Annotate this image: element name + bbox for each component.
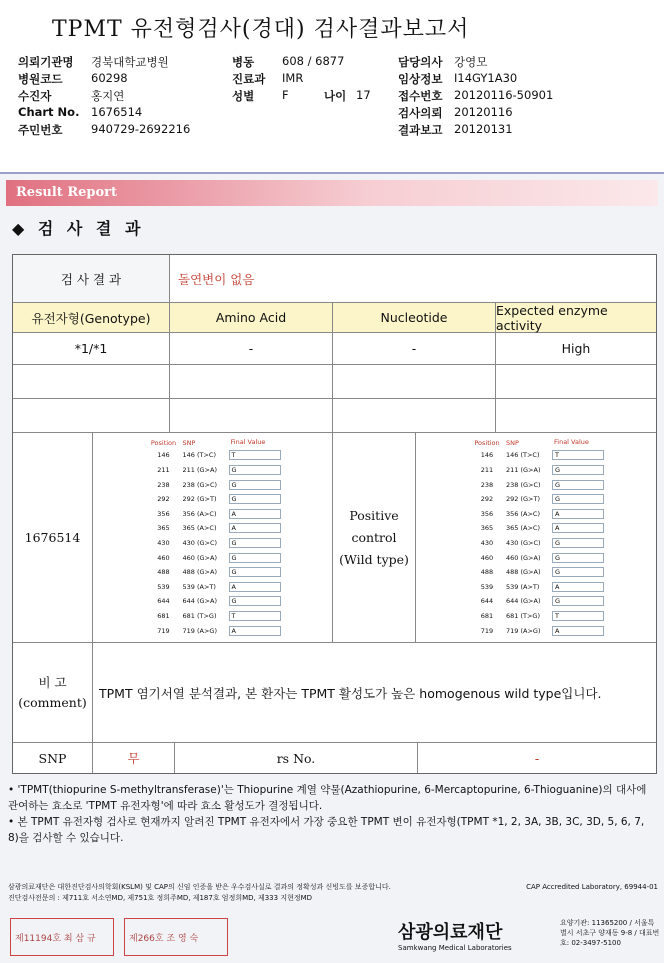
- header-genotype: 유전자형(Genotype): [13, 303, 170, 332]
- request-label: 검사의뢰: [398, 106, 443, 120]
- id-label: 주민번호: [18, 123, 63, 137]
- patient-info: [18, 54, 658, 139]
- header-nucleotide: Nucleotide: [333, 303, 496, 332]
- rs-value: -: [534, 750, 540, 766]
- sample-snp-row: 356 356 (A>C) A: [145, 507, 281, 522]
- hospital-value: 경북대학교병원: [91, 55, 169, 69]
- sample-snp-row: 292 292 (G>T) G: [145, 492, 281, 507]
- clinical-label: 임상정보: [398, 72, 443, 86]
- dept-value: IMR: [282, 71, 304, 85]
- footer-line1: 삼광의료재단은 대한진단검사의학회(KSLM) 및 CAP의 신임 인증을 받은 우수검사실로 결과의 정확성과 신빙도를 보증합니다.: [8, 883, 391, 891]
- report-title: TPMT 유전형검사(경대) 검사결과보고서: [52, 17, 470, 42]
- control-snp-header: Position SNP Final Value: [474, 437, 589, 447]
- sample-snp-row: 460 460 (G>A) G: [145, 550, 281, 565]
- receipt-label: 접수번호: [398, 89, 443, 103]
- footer: [8, 882, 658, 904]
- sample-snp-row: 719 719 (A>G) A: [145, 623, 281, 638]
- contact-info: 요양기관: 11365200 / 서울특별시 서초구 양재동 9-8 / 대표번호: 02-3497-5100: [560, 919, 660, 947]
- control-snp-row: 719 719 (A>G) A: [468, 623, 604, 638]
- sample-snp-row: 146 146 (T>C) T: [145, 448, 281, 463]
- age-value: 17: [356, 88, 371, 102]
- result-table: [12, 254, 657, 774]
- sample-snp-row: 644 644 (G>A) G: [145, 594, 281, 609]
- sample-snp-header: Position SNP Final Value: [150, 437, 266, 447]
- note-2: • 본 TPMT 유전자형 검사로 현재까지 알려진 TPMT 유전자에서 가장 중요한 TPMT 변이 유전자형(TPMT *1, 2, 3A, 3B, 3C, 3D, 5, 6, 7, 8)을 검사할 수 있습니다.: [8, 816, 645, 844]
- ward-label: 병동: [232, 55, 255, 69]
- snp-value: 무: [93, 743, 175, 773]
- sample-snp-row: 681 681 (T>G) T: [145, 609, 281, 624]
- control-snp-row: 238 238 (G>C) G: [468, 477, 604, 492]
- hospital-label: 의뢰기관명: [18, 55, 74, 69]
- amino-acid-value: -: [170, 333, 333, 364]
- control-snp-row: 539 539 (A>T) A: [468, 579, 604, 594]
- section-title: ◆ 검 사 결 과: [12, 219, 145, 238]
- ward-value: 608 / 6877: [282, 54, 345, 68]
- sample-snp-row: 238 238 (G>C) G: [145, 477, 281, 492]
- chart-label: Chart No.: [18, 105, 80, 119]
- footer-line2: 진단검사전문의 : 제711호 서소연MD, 제751호 정희주MD, 제187호 엄정희MD, 제333 지현정MD: [8, 894, 313, 902]
- code-label: 병원코드: [18, 72, 63, 86]
- comment-label: 비 고 (comment): [13, 643, 93, 742]
- result-report-bar: Result Report: [6, 180, 658, 206]
- code-value: 60298: [91, 71, 128, 85]
- receipt-value: 20120116-50901: [454, 88, 554, 102]
- control-snp-row: 681 681 (T>G) T: [468, 609, 604, 624]
- chart-value: 1676514: [91, 105, 143, 119]
- control-snp-row: 430 430 (G>C) G: [468, 536, 604, 551]
- header-enzyme-activity: Expected enzyme activity: [496, 302, 608, 333]
- snp-label: SNP: [13, 743, 93, 773]
- report-date-value: 20120131: [454, 122, 513, 136]
- sample-snp-row: 488 488 (G>A) G: [145, 565, 281, 580]
- org-logo: 삼광의료재단 Samkwang Medical Laboratories: [398, 922, 512, 952]
- sample-snp-table: [145, 437, 281, 638]
- sample-snp-row: 539 539 (A>T) A: [145, 579, 281, 594]
- sex-label: 성별: [232, 89, 255, 103]
- control-snp-row: 356 356 (A>C) A: [468, 507, 604, 522]
- age-label: 나이: [324, 89, 347, 103]
- enzyme-activity-value: High: [561, 341, 591, 356]
- sample-id: 1676514: [13, 433, 93, 642]
- rs-label: rs No.: [175, 743, 418, 773]
- sample-snp-row: 430 430 (G>C) G: [145, 536, 281, 551]
- comment-text: TPMT 염기서열 분석결과, 본 환자는 TPMT 활성도가 높은 homogenous wild type입니다.: [99, 685, 602, 701]
- id-value: 940729-2692216: [91, 122, 191, 136]
- control-label: Positive control (Wild type): [333, 433, 416, 642]
- control-snp-row: 146 146 (T>C) T: [468, 448, 604, 463]
- control-snp-row: 292 292 (G>T) G: [468, 492, 604, 507]
- result-value: 돌연변이 없음: [178, 271, 255, 287]
- signature-stamp-2: 제266호 조 영 숙: [124, 918, 228, 956]
- note-1: • 'TPMT(thiopurine S-methyltransferase)'는 Thiopurine 계열 약물(Azathiopurine, 6-Mercaptopurine, 6-Thioguanine)의 대사에 관여하는 효소로 'TPMT 유전자형'에 따라 효소 활성도가 결정됩니다.: [8, 784, 647, 812]
- notes: [8, 782, 656, 846]
- dept-label: 진료과: [232, 72, 266, 86]
- clinical-value: I14GY1A30: [454, 71, 518, 85]
- genotype-value: *1/*1: [13, 333, 170, 364]
- doctor-label: 담당의사: [398, 55, 443, 69]
- header-amino-acid: Amino Acid: [170, 303, 333, 332]
- control-snp-panel: [416, 433, 656, 642]
- request-value: 20120116: [454, 105, 513, 119]
- report-date-label: 결과보고: [398, 123, 443, 137]
- nucleotide-value: -: [333, 333, 496, 364]
- doctor-value: 강영모: [454, 55, 488, 69]
- result-sheet: [0, 172, 664, 963]
- control-snp-row: 211 211 (G>A) G: [468, 463, 604, 478]
- control-snp-table: [468, 437, 604, 638]
- control-snp-row: 460 460 (G>A) G: [468, 550, 604, 565]
- patient-value: 홍지연: [91, 89, 125, 103]
- patient-label: 수진자: [18, 89, 52, 103]
- control-snp-row: 488 488 (G>A) G: [468, 565, 604, 580]
- sample-snp-row: 365 365 (A>C) A: [145, 521, 281, 536]
- signature-stamp-1: 제11194호 최 삼 규: [10, 918, 114, 956]
- result-label: 검 사 결 과: [13, 255, 170, 302]
- control-snp-row: 644 644 (G>A) G: [468, 594, 604, 609]
- control-snp-row: 365 365 (A>C) A: [468, 521, 604, 536]
- sample-snp-row: 211 211 (G>A) G: [145, 463, 281, 478]
- sex-value: F: [282, 88, 289, 102]
- footer-cap: CAP Accredited Laboratory, 69944-01: [526, 883, 658, 891]
- sample-snp-panel: [93, 433, 333, 642]
